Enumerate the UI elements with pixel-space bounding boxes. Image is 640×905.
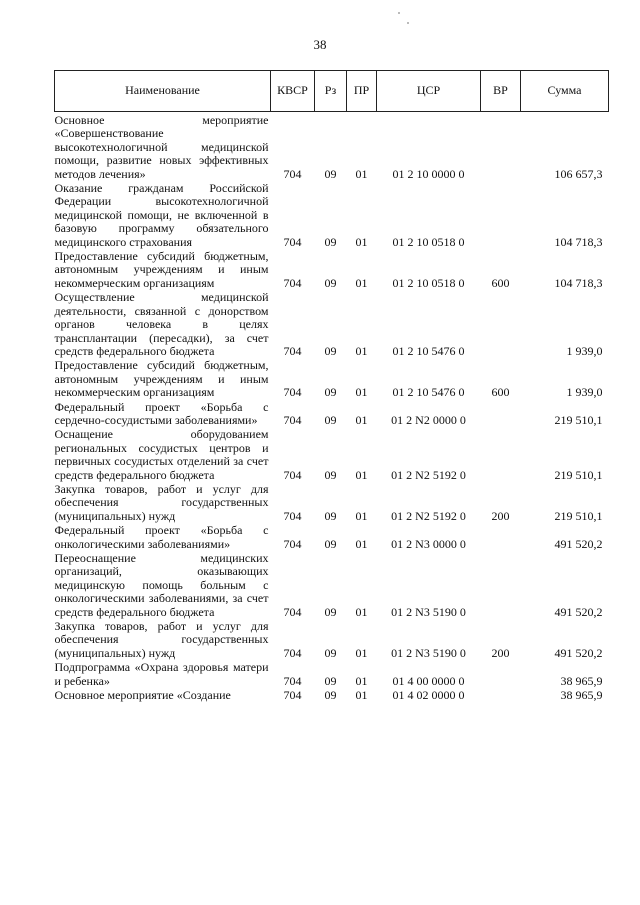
row-sum: 106 657,3 xyxy=(554,166,603,181)
row-pr: 01 xyxy=(355,688,368,703)
row-name: Закупка товаров, работ и услуг для обеспечения государственных (муниципальных) нужд xyxy=(54,619,269,660)
page-number: 38 xyxy=(313,37,327,52)
row-vr: 600 xyxy=(491,385,510,400)
row-kvsr: 704 xyxy=(283,275,302,290)
row-rz: 09 xyxy=(324,234,337,249)
row-pr: 01 xyxy=(355,343,368,358)
table-row xyxy=(55,182,609,250)
row-pr: 01 xyxy=(355,673,368,688)
row-vr: 200 xyxy=(491,508,510,523)
row-sum: 104 718,3 xyxy=(554,275,603,290)
row-kvsr: 704 xyxy=(283,604,302,619)
row-rz: 09 xyxy=(324,688,337,703)
row-sum: 491 520,2 xyxy=(554,604,603,619)
row-rz: 09 xyxy=(324,673,337,688)
row-vr xyxy=(481,112,521,183)
row-pr: 01 xyxy=(355,234,368,249)
row-vr xyxy=(481,428,521,483)
row-sum: 219 510,1 xyxy=(554,508,603,523)
table-header-row xyxy=(55,71,609,112)
row-csr: 01 2 N3 5190 0 xyxy=(391,604,466,619)
row-csr: 01 4 02 0000 0 xyxy=(392,688,465,703)
row-name: Оказание гражданам Российской Федерации высокотехнологичной медицинской помощи, не включенной в базовую программу обязательного медицинского страхования xyxy=(54,181,269,249)
row-pr: 01 xyxy=(355,385,368,400)
table-row xyxy=(55,401,609,429)
row-sum: 38 965,9 xyxy=(560,688,603,703)
header-sum: Сумма xyxy=(521,71,609,112)
header-kvsr: КВСР xyxy=(271,71,315,112)
row-csr: 01 2 10 5476 0 xyxy=(392,343,465,358)
row-sum: 219 510,1 xyxy=(554,412,603,427)
row-pr: 01 xyxy=(355,412,368,427)
row-csr: 01 2 N3 5190 0 xyxy=(391,645,466,660)
row-name: Осуществление медицинской деятельности, связанной с донорством органов человека в целях трансплантации (пересадки), за счет средств федерального бюджета xyxy=(54,290,269,358)
row-sum: 219 510,1 xyxy=(554,467,603,482)
row-name: Федеральный проект «Борьба с онкологическими заболеваниями» xyxy=(54,523,269,551)
row-vr xyxy=(481,689,521,703)
table-row xyxy=(55,689,609,703)
row-kvsr: 704 xyxy=(283,385,302,400)
table-row xyxy=(55,552,609,620)
row-kvsr: 704 xyxy=(283,467,302,482)
row-kvsr: 704 xyxy=(283,688,302,703)
row-kvsr: 704 xyxy=(283,673,302,688)
row-name: Основное мероприятие «Создание xyxy=(54,688,231,703)
row-pr: 01 xyxy=(355,645,368,660)
row-kvsr: 704 xyxy=(283,343,302,358)
scan-speck xyxy=(407,22,409,24)
row-sum: 491 520,2 xyxy=(554,536,603,551)
header-vr: ВР xyxy=(481,71,521,112)
row-csr: 01 2 N3 0000 0 xyxy=(391,536,466,551)
row-rz: 09 xyxy=(324,385,337,400)
row-name: Подпрограмма «Охрана здоровья матери и ребенка» xyxy=(54,660,269,688)
row-rz: 09 xyxy=(324,508,337,523)
row-kvsr: 704 xyxy=(283,234,302,249)
row-name: Оснащение оборудованием региональных сосудистых центров и первичных сосудистых отделений за счет средств федерального бюджета xyxy=(54,427,269,482)
row-sum: 491 520,2 xyxy=(554,645,603,660)
row-vr xyxy=(481,552,521,620)
row-name: Основное мероприятие «Совершенствование высокотехнологичной медицинской помощи, развитие новых эффективных методов лечения» xyxy=(54,113,269,181)
row-kvsr: 704 xyxy=(283,645,302,660)
row-sum: 38 965,9 xyxy=(560,673,603,688)
row-kvsr: 704 xyxy=(283,412,302,427)
row-rz: 09 xyxy=(324,536,337,551)
row-vr xyxy=(481,661,521,689)
row-csr: 01 2 N2 0000 0 xyxy=(391,412,466,427)
row-name: Закупка товаров, работ и услуг для обеспечения государственных (муниципальных) нужд xyxy=(54,481,269,523)
table-row xyxy=(55,112,609,183)
header-name: Наименование xyxy=(55,71,271,112)
row-csr: 01 4 00 0000 0 xyxy=(392,673,465,688)
header-csr: ЦСР xyxy=(377,71,481,112)
row-rz: 09 xyxy=(324,166,337,181)
row-sum: 1 939,0 xyxy=(566,343,603,358)
row-vr: 600 xyxy=(491,275,510,290)
table-row xyxy=(55,359,609,400)
row-name: Федеральный проект «Борьба с сердечно-сосудистыми заболеваниями» xyxy=(54,399,269,427)
row-csr: 01 2 N2 5192 0 xyxy=(391,467,466,482)
row-csr: 01 2 10 5476 0 xyxy=(392,385,465,400)
table-row xyxy=(55,291,609,359)
row-csr: 01 2 10 0518 0 xyxy=(392,234,465,249)
table-row xyxy=(55,483,609,524)
row-vr xyxy=(481,291,521,359)
row-pr: 01 xyxy=(355,467,368,482)
row-sum: 104 718,3 xyxy=(554,234,603,249)
header-rz: Рз xyxy=(315,71,347,112)
row-kvsr: 704 xyxy=(283,536,302,551)
scan-speck xyxy=(398,12,400,14)
row-vr: 200 xyxy=(491,645,510,660)
row-pr: 01 xyxy=(355,166,368,181)
row-rz: 09 xyxy=(324,604,337,619)
row-rz: 09 xyxy=(324,645,337,660)
row-csr: 01 2 10 0000 0 xyxy=(392,166,465,181)
table-row xyxy=(55,524,609,552)
row-rz: 09 xyxy=(324,412,337,427)
table-row xyxy=(55,661,609,689)
table-row xyxy=(55,620,609,661)
row-name: Переоснащение медицинских организаций, оказывающих медицинскую помощь больным с онкологическими заболеваниями, за счет средств федерального бюджета xyxy=(54,551,269,619)
row-name: Предоставление субсидий бюджетным, автономным учреждениям и иным некоммерческим организациям xyxy=(54,249,269,290)
row-csr: 01 2 N2 5192 0 xyxy=(391,508,466,523)
table-row xyxy=(55,428,609,483)
row-sum: 1 939,0 xyxy=(566,385,603,400)
row-pr: 01 xyxy=(355,536,368,551)
budget-table xyxy=(54,70,609,703)
row-vr xyxy=(481,182,521,250)
table-row xyxy=(55,250,609,291)
row-csr: 01 2 10 0518 0 xyxy=(392,275,465,290)
row-vr xyxy=(481,524,521,552)
row-rz: 09 xyxy=(324,275,337,290)
row-name: Предоставление субсидий бюджетным, автономным учреждениям и иным некоммерческим организациям xyxy=(54,358,269,400)
row-pr: 01 xyxy=(355,604,368,619)
row-kvsr: 704 xyxy=(283,508,302,523)
row-pr: 01 xyxy=(355,508,368,523)
row-vr xyxy=(481,401,521,429)
header-pr: ПР xyxy=(347,71,377,112)
row-rz: 09 xyxy=(324,467,337,482)
row-pr: 01 xyxy=(355,275,368,290)
row-rz: 09 xyxy=(324,343,337,358)
row-kvsr: 704 xyxy=(283,166,302,181)
